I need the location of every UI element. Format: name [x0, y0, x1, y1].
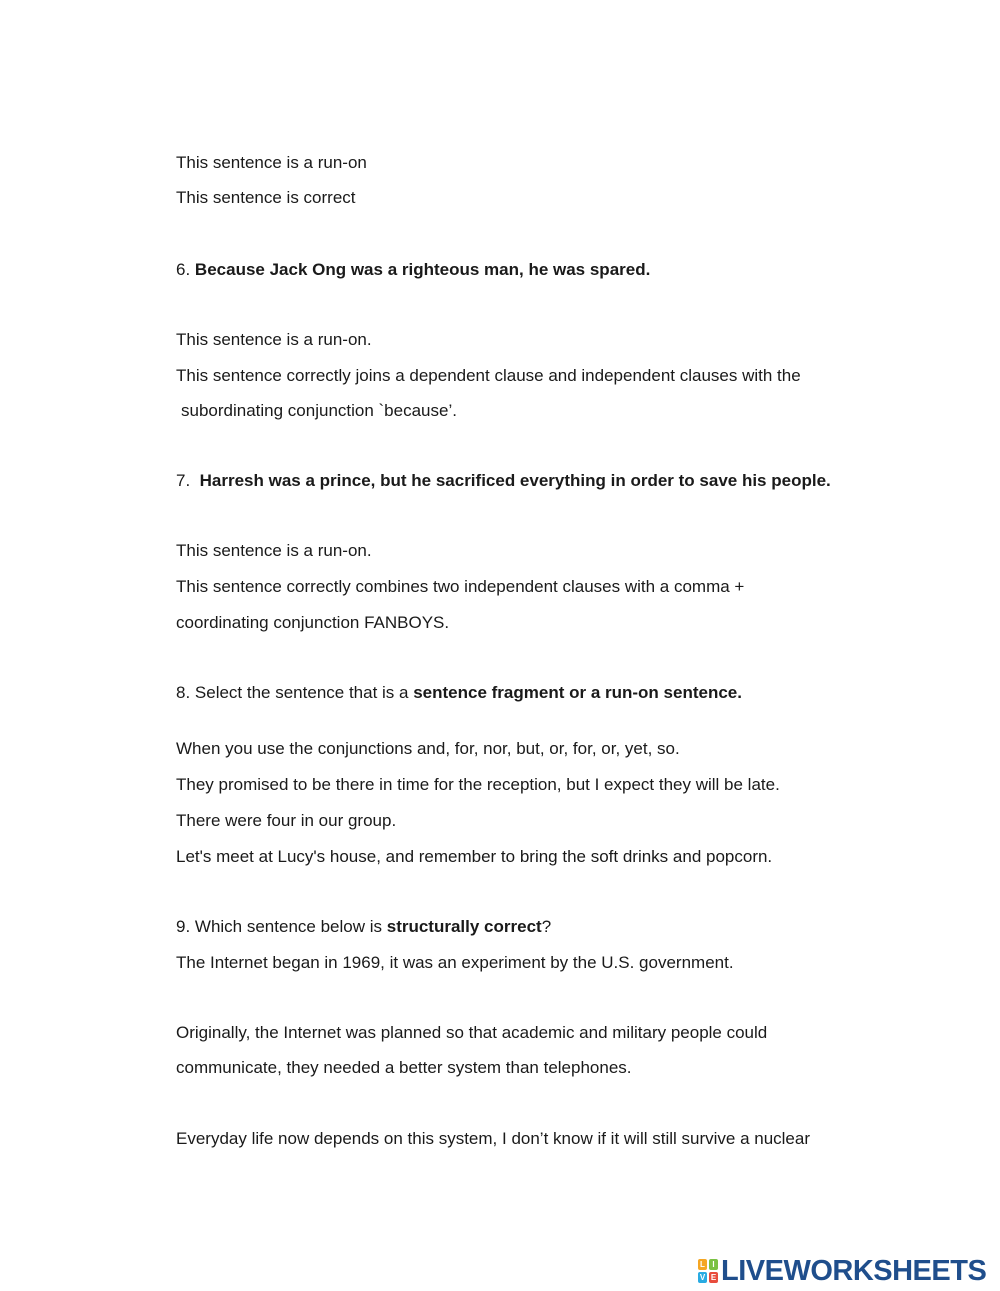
- question-emphasis: sentence fragment or a run-on sentence.: [413, 683, 742, 702]
- question-prompt: Because Jack Ong was a righteous man, he was spared.: [194, 260, 651, 279]
- answer-option[interactable]: There were four in our group.: [176, 811, 397, 830]
- question-9: [176, 917, 551, 937]
- answer-option-continued[interactable]: subordinating conjunction `because’.: [181, 401, 457, 420]
- question-prefix: 8. Select the sentence that is a: [176, 683, 409, 702]
- answer-option[interactable]: This sentence is a run-on: [176, 153, 367, 172]
- answer-option[interactable]: This sentence is a run-on.: [176, 541, 372, 560]
- logo-text: LIVEWORKSHEETS: [721, 1254, 987, 1287]
- answer-option[interactable]: Everyday life now depends on this system, I don’t know if it will still survive a nuclear: [176, 1129, 810, 1148]
- answer-option[interactable]: When you use the conjunctions and, for, nor, but, or, for, or, yet, so.: [176, 739, 680, 758]
- answer-option[interactable]: This sentence correctly joins a dependent clause and independent clauses with the: [176, 366, 801, 385]
- question-number: 7.: [176, 471, 191, 490]
- answer-option[interactable]: This sentence correctly combines two independent clauses with a comma +: [176, 577, 745, 596]
- question-prefix: 9. Which sentence below is: [176, 917, 382, 936]
- answer-option[interactable]: Originally, the Internet was planned so that academic and military people could: [176, 1023, 768, 1042]
- logo-block: E: [710, 1273, 717, 1282]
- logo-block: I: [709, 1259, 718, 1270]
- logo-block: L: [698, 1259, 707, 1270]
- liveworksheets-logo: [698, 1256, 986, 1286]
- answer-option[interactable]: The Internet began in 1969, it was an experiment by the U.S. government.: [176, 953, 734, 972]
- answer-option-continued[interactable]: coordinating conjunction FANBOYS.: [176, 613, 450, 632]
- question-6: [176, 260, 650, 280]
- answer-option[interactable]: This sentence is a run-on.: [176, 330, 372, 349]
- answer-option[interactable]: Let's meet at Lucy's house, and remember to bring the soft drinks and popcorn.: [176, 847, 773, 866]
- question-8: [176, 683, 742, 703]
- question-prompt: Harresh was a prince, but he sacrificed everything in order to save his people.: [199, 471, 831, 490]
- question-7: [176, 471, 831, 491]
- answer-option[interactable]: They promised to be there in time for the reception, but I expect they will be late.: [176, 775, 780, 794]
- logo-block: V: [699, 1273, 706, 1282]
- answer-option-continued[interactable]: communicate, they needed a better system than telephones.: [176, 1058, 632, 1077]
- question-number: 6.: [176, 260, 191, 279]
- question-emphasis: structurally correct: [386, 917, 542, 936]
- answer-option[interactable]: This sentence is correct: [176, 188, 356, 207]
- logo-mark-icon: [698, 1259, 718, 1283]
- question-suffix: ?: [541, 917, 552, 936]
